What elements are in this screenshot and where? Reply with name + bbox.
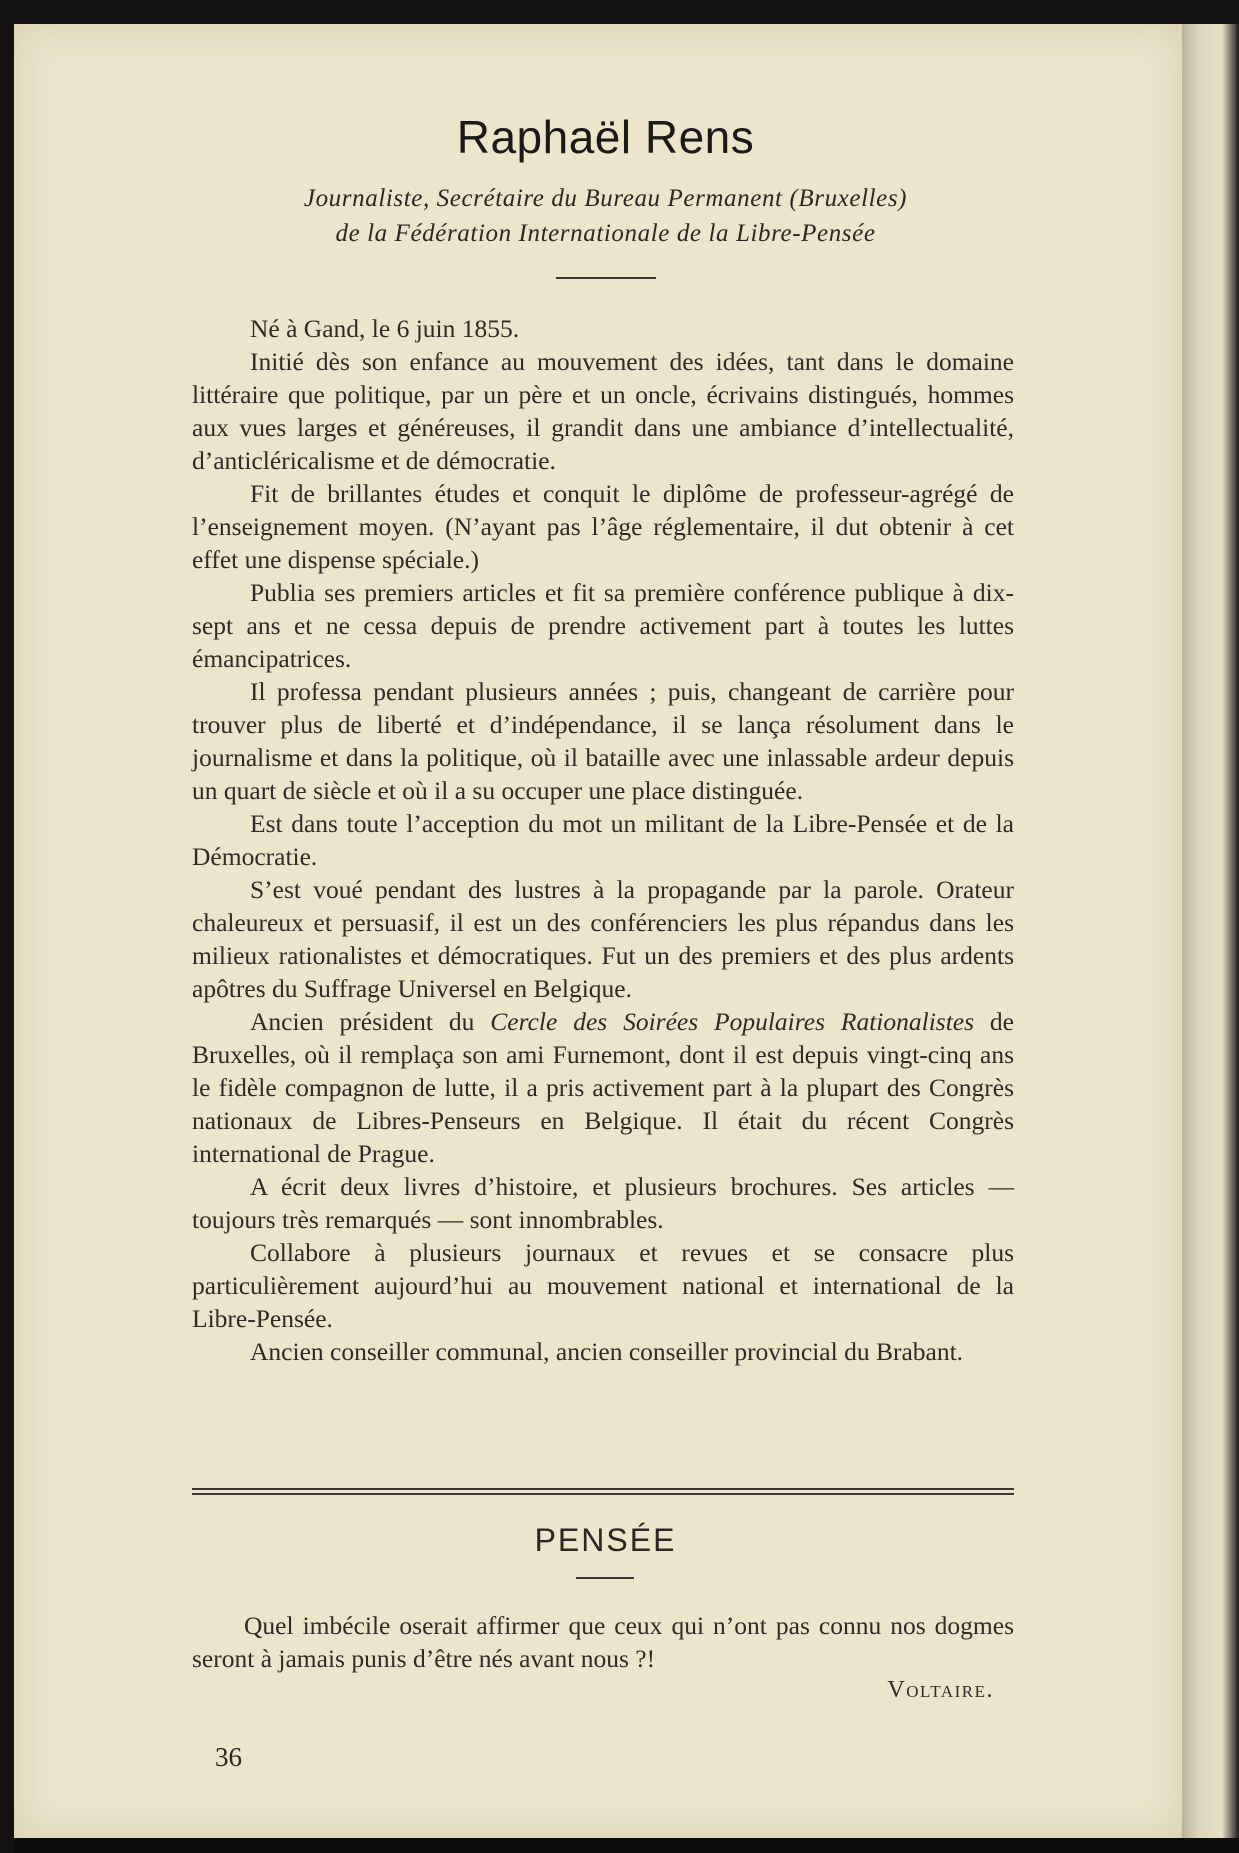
cercle-text-after: de Bruxelles, où il remplaça son ami Furnemont, dont il est depuis vingt-cinq ans le fidèle compagnon de lutte, il a pris activement part à la plupart des Congrès nationaux de Libres-Penseurs en Belgique. Il était du récent Congrès international de Prague. bbox=[192, 1007, 1015, 1168]
article-subtitle-line2: de la Fédération Internationale de la Libre-Pensée bbox=[335, 220, 876, 247]
article-body bbox=[192, 312, 1014, 1368]
paragraph-birth: Né à Gand, le 6 juin 1855. bbox=[250, 314, 520, 343]
cercle-name: Cercle des Soirées Populaires Rationalistes bbox=[490, 1007, 975, 1036]
quote-author: Voltaire. bbox=[887, 1677, 994, 1703]
article-subtitle-line1: Journaliste, Secrétaire du Bureau Permanent (Bruxelles) bbox=[303, 185, 908, 212]
section-divider bbox=[192, 1488, 1014, 1495]
paragraph-council: Ancien conseiller communal, ancien conseiller provincial du Brabant. bbox=[250, 1337, 964, 1366]
paragraph-cercle bbox=[192, 1005, 1014, 1170]
paragraph-militant: Est dans toute l’acception du mot un militant de la Libre-Pensée et de la Démocratie. bbox=[192, 809, 1014, 871]
pensee-heading: PENSÉE bbox=[534, 1522, 677, 1558]
paragraph-studies: Fit de brillantes études et conquit le diplôme de professeur-agrégé de l’enseignement moyen. (N’ayant pas l’âge réglementaire, il dut obtenir à cet effet une dispense spéciale.) bbox=[192, 479, 1014, 574]
title-divider bbox=[556, 277, 656, 279]
adjacent-page-edge bbox=[1182, 24, 1239, 1838]
pensee-divider bbox=[576, 1577, 634, 1579]
paragraph-childhood: Initié dès son enfance au mouvement des idées, tant dans le domaine littéraire que politique, par un père et un oncle, écrivains distingués, hommes aux vues larges et généreuses, il grandit dans une ambiance d’intellectualité, d’anticléricalisme et de démocratie. bbox=[192, 347, 1014, 475]
cercle-text-before: Ancien président du bbox=[250, 1007, 491, 1036]
scan-border bbox=[14, 1838, 1239, 1853]
article-title: Raphaël Rens bbox=[456, 111, 755, 163]
paragraph-career: Il professa pendant plusieurs années ; puis, changeant de carrière pour trouver plus de liberté et d’indépendance, il se lança résolument dans le journalisme et dans la politique, où il bataille avec une inlassable ardeur depuis un quart de siècle et où il a su occuper une place distinguée. bbox=[192, 677, 1014, 805]
pensee-quote bbox=[192, 1609, 1014, 1675]
paragraph-orator: S’est voué pendant des lustres à la propagande par la parole. Orateur chaleureux et persuasif, il est un des conférenciers les plus répandus dans les milieux rationalistes et démocratiques. Fut un des premiers et des plus ardents apôtres du Suffrage Universel en Belgique. bbox=[192, 875, 1014, 1003]
paragraph-writings: A écrit deux livres d’histoire, et plusieurs brochures. Ses articles — toujours très remarqués — sont innombrables. bbox=[192, 1172, 1014, 1234]
quote-text: Quel imbécile oserait affirmer que ceux qui n’ont pas connu nos dogmes seront à jamais punis d’être nés avant nous ?! bbox=[192, 1611, 1014, 1673]
page-number: 36 bbox=[215, 1742, 242, 1772]
paragraph-first-articles: Publia ses premiers articles et fit sa première conférence publique à dix-sept ans et ne cessa depuis de prendre activement part à toutes les luttes émancipatrices. bbox=[192, 578, 1014, 673]
paragraph-journals: Collabore à plusieurs journaux et revues et se consacre plus particulièrement aujourd’hui au mouvement national et international de la Libre-Pensée. bbox=[192, 1238, 1014, 1333]
